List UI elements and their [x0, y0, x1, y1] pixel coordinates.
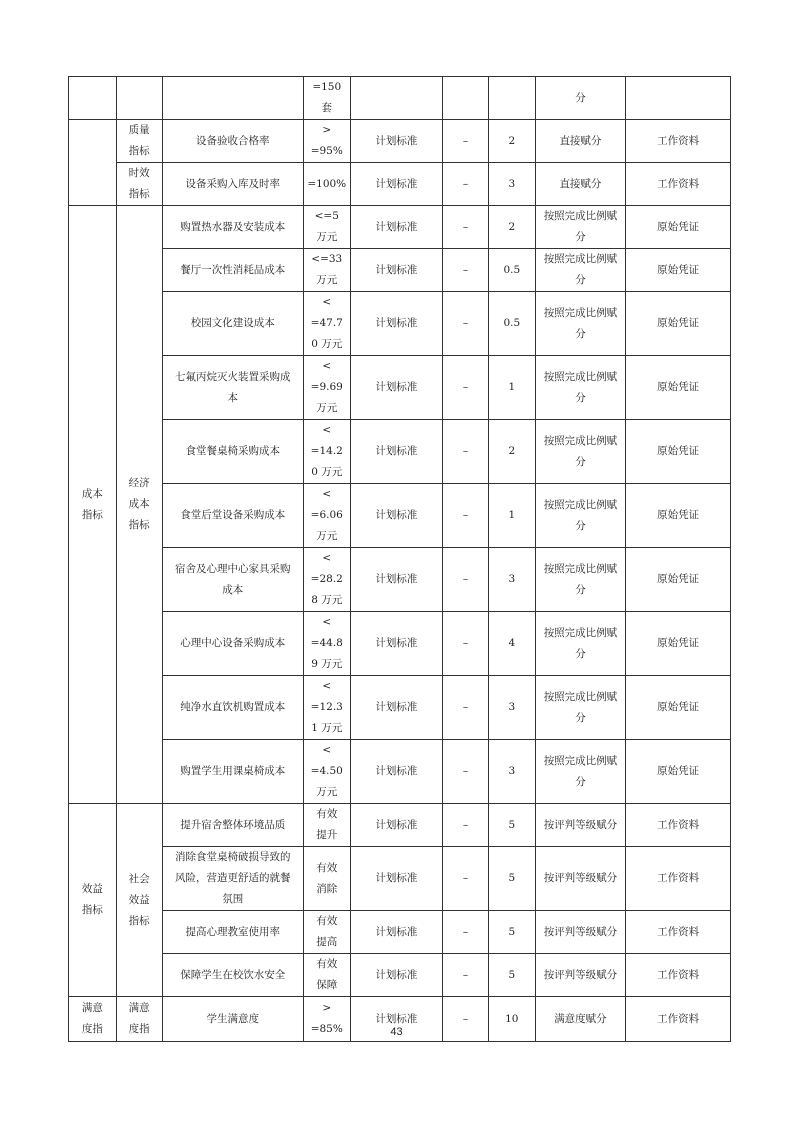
scoring-rule: 按照完成比例赋 分	[535, 292, 626, 356]
standard-cell: 计划标准	[350, 249, 443, 292]
score-cell: 3	[488, 163, 535, 206]
evidence-source: 原始凭证	[626, 740, 731, 804]
table-row	[69, 249, 731, 292]
table-row	[69, 612, 731, 676]
category-2-cell	[116, 77, 162, 120]
standard-cell: 计划标准	[350, 356, 443, 420]
scoring-rule: 直接赋分	[535, 120, 626, 163]
scoring-rule: 分	[535, 77, 626, 120]
indicator-name: 保障学生在校饮水安全	[162, 954, 303, 997]
category-2-cell: 满意 度指	[116, 997, 162, 1042]
standard-cell: 计划标准	[350, 954, 443, 997]
score-cell: 4	[488, 612, 535, 676]
standard-cell: 计划标准	[350, 484, 443, 548]
dash-cell: –	[443, 484, 489, 548]
evidence-source: 工作资料	[626, 120, 731, 163]
dash-cell: –	[443, 804, 489, 847]
evidence-source: 原始凭证	[626, 420, 731, 484]
scoring-rule: 按照完成比例赋 分	[535, 612, 626, 676]
standard-cell: 计划标准	[350, 740, 443, 804]
indicator-value: < =12.3 1 万元	[303, 676, 350, 740]
table-row	[69, 847, 731, 911]
dash-cell: –	[443, 954, 489, 997]
indicator-value: <=33 万元	[303, 249, 350, 292]
category-1-cell	[69, 77, 117, 120]
dash-cell: –	[443, 249, 489, 292]
table-row	[69, 163, 731, 206]
performance-indicator-table	[68, 76, 731, 1042]
scoring-rule: 按照完成比例赋 分	[535, 206, 626, 249]
score-cell: 2	[488, 120, 535, 163]
standard-cell: 计划标准	[350, 292, 443, 356]
table-row	[69, 120, 731, 163]
scoring-rule: 按照完成比例赋 分	[535, 356, 626, 420]
indicator-name: 购置热水器及安装成本	[162, 206, 303, 249]
evidence-source: 工作资料	[626, 804, 731, 847]
dash-cell: –	[443, 420, 489, 484]
evidence-source: 工作资料	[626, 911, 731, 954]
score-cell: 5	[488, 954, 535, 997]
indicator-name: 宿舍及心理中心家具采购 成本	[162, 548, 303, 612]
scoring-rule: 按评判等级赋分	[535, 804, 626, 847]
category-1-cell: 满意 度指	[69, 997, 117, 1042]
dash-cell: –	[443, 120, 489, 163]
table-row	[69, 911, 731, 954]
evidence-source: 原始凭证	[626, 249, 731, 292]
table-row	[69, 484, 731, 548]
indicator-name: 提升宿舍整体环境品质	[162, 804, 303, 847]
scoring-rule: 按评判等级赋分	[535, 847, 626, 911]
score-cell: 5	[488, 911, 535, 954]
indicator-name	[162, 77, 303, 120]
scoring-rule: 直接赋分	[535, 163, 626, 206]
dash-cell: –	[443, 997, 489, 1042]
indicator-name: 学生满意度	[162, 997, 303, 1042]
table-row	[69, 206, 731, 249]
indicator-name: 心理中心设备采购成本	[162, 612, 303, 676]
scoring-rule: 按照完成比例赋 分	[535, 548, 626, 612]
category-1-cell: 成本 指标	[69, 206, 117, 804]
score-cell: 3	[488, 740, 535, 804]
indicator-value: < =4.50 万元	[303, 740, 350, 804]
scoring-rule: 按照完成比例赋 分	[535, 676, 626, 740]
standard-cell: 计划标准	[350, 548, 443, 612]
evidence-source: 原始凭证	[626, 484, 731, 548]
category-1-cell	[69, 120, 117, 206]
score-cell: 1	[488, 356, 535, 420]
indicator-value: =100%	[303, 163, 350, 206]
indicator-value: < =6.06 万元	[303, 484, 350, 548]
indicator-value: < =44.8 9 万元	[303, 612, 350, 676]
score-cell: 1	[488, 484, 535, 548]
table-row	[69, 77, 731, 120]
score-cell: 0.5	[488, 292, 535, 356]
scoring-rule: 按照完成比例赋 分	[535, 740, 626, 804]
evidence-source: 原始凭证	[626, 292, 731, 356]
indicator-name: 食堂餐桌椅采购成本	[162, 420, 303, 484]
indicator-value: 有效 提高	[303, 911, 350, 954]
evidence-source: 原始凭证	[626, 676, 731, 740]
indicator-value: =150 套	[303, 77, 350, 120]
indicator-name: 提高心理教室使用率	[162, 911, 303, 954]
scoring-rule: 按照完成比例赋 分	[535, 484, 626, 548]
dash-cell: –	[443, 911, 489, 954]
indicator-value: <=5 万元	[303, 206, 350, 249]
standard-cell: 计划标准	[350, 206, 443, 249]
table-row	[69, 740, 731, 804]
scoring-rule: 满意度赋分	[535, 997, 626, 1042]
standard-cell: 计划标准	[350, 804, 443, 847]
evidence-source: 工作资料	[626, 997, 731, 1042]
score-cell: 3	[488, 548, 535, 612]
standard-cell: 计划标准	[350, 120, 443, 163]
indicator-value: < =9.69 万元	[303, 356, 350, 420]
standard-cell: 计划标准	[350, 997, 443, 1042]
indicator-name: 食堂后堂设备采购成本	[162, 484, 303, 548]
evidence-source: 原始凭证	[626, 548, 731, 612]
evidence-source: 原始凭证	[626, 612, 731, 676]
table-row	[69, 292, 731, 356]
dash-cell: –	[443, 612, 489, 676]
page-number: 43	[390, 1026, 403, 1038]
evidence-source	[626, 77, 731, 120]
scoring-rule: 按评判等级赋分	[535, 911, 626, 954]
standard-cell: 计划标准	[350, 676, 443, 740]
indicator-value: > =85%	[303, 997, 350, 1042]
indicator-name: 消除食堂桌椅破损导致的 风险，营造更舒适的就餐 氛围	[162, 847, 303, 911]
category-2-cell: 质量 指标	[116, 120, 162, 163]
score-cell: 2	[488, 420, 535, 484]
indicator-name: 七氟丙烷灭火装置采购成 本	[162, 356, 303, 420]
evidence-source: 工作资料	[626, 163, 731, 206]
indicator-name: 校园文化建设成本	[162, 292, 303, 356]
evidence-source: 原始凭证	[626, 356, 731, 420]
score-cell	[488, 77, 535, 120]
score-cell: 10	[488, 997, 535, 1042]
dash-cell: –	[443, 740, 489, 804]
scoring-rule: 按照完成比例赋 分	[535, 420, 626, 484]
standard-cell: 计划标准	[350, 911, 443, 954]
table-row	[69, 548, 731, 612]
indicator-value: < =28.2 8 万元	[303, 548, 350, 612]
dash-cell	[443, 77, 489, 120]
indicator-name: 设备验收合格率	[162, 120, 303, 163]
category-1-cell: 效益 指标	[69, 804, 117, 997]
indicator-value: > =95%	[303, 120, 350, 163]
score-cell: 3	[488, 676, 535, 740]
indicator-value: 有效 消除	[303, 847, 350, 911]
indicator-name: 设备采购入库及时率	[162, 163, 303, 206]
evidence-source: 原始凭证	[626, 206, 731, 249]
standard-cell: 计划标准	[350, 163, 443, 206]
score-cell: 5	[488, 847, 535, 911]
dash-cell: –	[443, 356, 489, 420]
indicator-name: 餐厅一次性消耗品成本	[162, 249, 303, 292]
indicator-name: 购置学生用课桌椅成本	[162, 740, 303, 804]
category-2-cell: 时效 指标	[116, 163, 162, 206]
category-2-cell: 社会 效益 指标	[116, 804, 162, 997]
evidence-source: 工作资料	[626, 847, 731, 911]
score-cell: 5	[488, 804, 535, 847]
scoring-rule: 按评判等级赋分	[535, 954, 626, 997]
dash-cell: –	[443, 163, 489, 206]
standard-cell	[350, 77, 443, 120]
standard-cell: 计划标准	[350, 847, 443, 911]
indicator-value: < =47.7 0 万元	[303, 292, 350, 356]
dash-cell: –	[443, 206, 489, 249]
indicator-value: < =14.2 0 万元	[303, 420, 350, 484]
scoring-rule: 按照完成比例赋 分	[535, 249, 626, 292]
dash-cell: –	[443, 676, 489, 740]
indicator-value: 有效 提升	[303, 804, 350, 847]
dash-cell: –	[443, 292, 489, 356]
evidence-source: 工作资料	[626, 954, 731, 997]
category-2-cell: 经济 成本 指标	[116, 206, 162, 804]
score-cell: 2	[488, 206, 535, 249]
table-row	[69, 676, 731, 740]
score-cell: 0.5	[488, 249, 535, 292]
dash-cell: –	[443, 847, 489, 911]
table-row	[69, 356, 731, 420]
table-row	[69, 804, 731, 847]
indicator-name: 纯净水直饮机购置成本	[162, 676, 303, 740]
table-row	[69, 420, 731, 484]
standard-cell: 计划标准	[350, 612, 443, 676]
dash-cell: –	[443, 548, 489, 612]
indicator-value: 有效 保障	[303, 954, 350, 997]
standard-cell: 计划标准	[350, 420, 443, 484]
table-row	[69, 954, 731, 997]
